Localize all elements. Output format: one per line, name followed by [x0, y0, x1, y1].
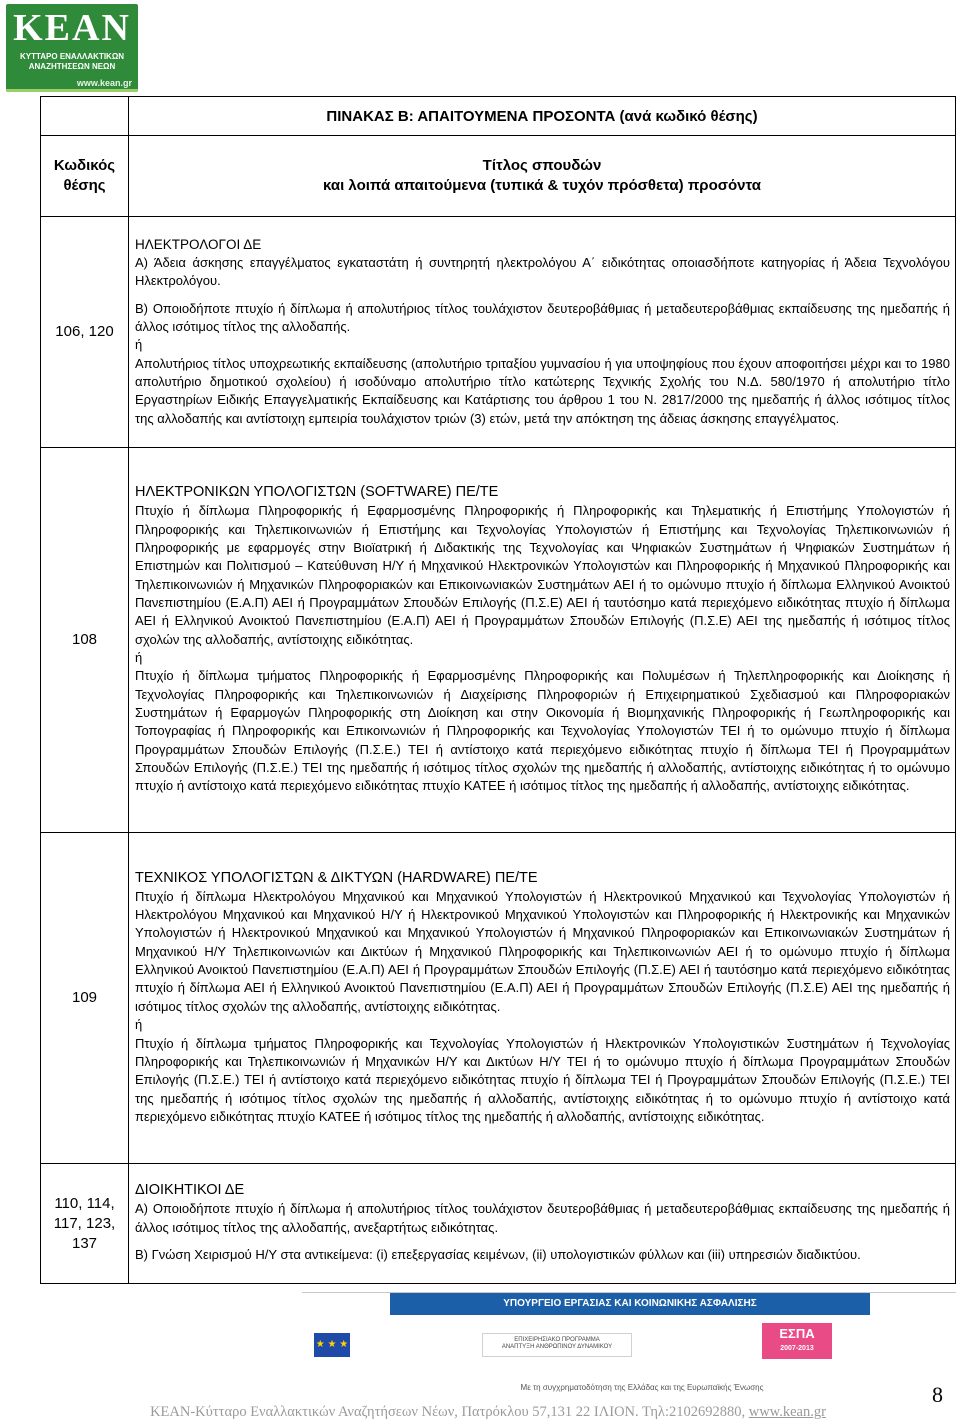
programme-line1: ΕΠΙΧΕΙΡΗΣΙΑΚΟ ΠΡΟΓΡΑΜΜΑ	[514, 1337, 600, 1343]
table-row	[41, 448, 956, 833]
category-title: ΤΕΧΝΙΚΟΣ ΥΠΟΛΟΓΙΣΤΩΝ & ΔΙΚΤΥΩΝ (HARDWARE) ΠΕ/ΤΕ	[135, 869, 538, 886]
table-row	[41, 217, 956, 448]
requirements-table	[40, 96, 956, 1284]
header-desc-line1: Τίτλος σπουδών	[482, 157, 602, 174]
header-code	[41, 136, 129, 217]
requirement-paragraph: Πτυχίο ή δίπλωμα τμήματος Πληροφορικής και Τεχνολογίας Υπολογιστών ή Ηλεκτρονικών Υπολογιστικών Συστημάτων ή Τεχνολογίας Πληροφορικής και Τηλεπικοινωνιών ή Μηχανικών Η/Υ και Δικτύων Η/Υ ΤΕΙ ή το ομώνυμο πτυχίο ή δίπλωμα Προγραμμάτων Σπουδών Επιλογής (Π.Σ.Ε.) ΤΕΙ ή αντίστοιχο κατά περιεχόμενο ειδικότητας πτυχίο ή δίπλωμα ΤΕΙ ή Προγραμμάτων Σπουδών Επιλογής (Π.Σ.Ε.) ΤΕΙ της ημεδαπής ή ισότιμος τίτλος σχολών της ημεδαπής ή αλλοδαπής, αντίστοιχης ειδικότητας ή το ομώνυμο πτυχίο ή αντίστοιχο κατά περιεχόμενο ειδικότητας πτυχίο ΚΑΤΕΕ ή ισότιμος τίτλος της ημεδαπής ή αλλοδαπής, αντίστοιχης ειδικότητας.	[135, 1035, 950, 1124]
category-title: ΗΛΕΚΤΡΟΝΙΚΩΝ ΥΠΟΛΟΓΙΣΤΩΝ (SOFTWARE) ΠΕ/ΤΕ	[135, 484, 499, 501]
requirement-paragraph: ή	[135, 337, 143, 353]
ministry-banner: ΥΠΟΥΡΓΕΙΟ ΕΡΓΑΣΙΑΣ ΚΑΙ ΚΟΙΝΩΝΙΚΗΣ ΑΣΦΑΛΙΣΗΣ	[390, 1293, 870, 1315]
footer-text: KEAN-Κύτταρο Εναλλακτικών Αναζητήσεων Νέων, Πατρόκλου 57,131 22 ΙΛΙΟΝ. Τηλ:2102692880,	[150, 1404, 749, 1420]
category-title: ΔΙΟΙΚΗΤΙΚΟΙ ΔΕ	[135, 1182, 245, 1199]
kean-logo	[6, 4, 138, 92]
requirement-paragraph: Α) Οποιοδήποτε πτυχίο ή δίπλωμα ή απολυτήριος τίτλος τουλάχιστον δευτεροβάθμιας ή μεταδευτεροβάθμιας εκπαίδευσης της ημεδαπής ή άλλος ισότιμος τίτλος της αλλοδαπής, ανεξαρτήτως ειδικότητας.	[135, 1201, 950, 1235]
header-code-line2: θέσης	[63, 177, 106, 194]
logo-subtitle-line1: ΚΥΤΤΑΡΟ ΕΝΑΛΛΑΚΤΙΚΩΝ	[19, 52, 125, 61]
requirement-paragraph: Α) Άδεια άσκησης επαγγέλματος εγκαταστάτη ή συντηρητή ηλεκτρολόγου Α΄ ειδικότητας οποιασδήποτε κατηγορίας ή Άδεια Τεχνολόγου Ηλεκτρολόγου.	[135, 254, 950, 289]
requirement-paragraph: Πτυχίο ή δίπλωμα τμήματος Πληροφορικής ή Εφαρμοσμένης Πληροφορικής και Πολυμέσων ή Τηλεπληροφορικής και Διοίκησης ή Τεχνολογίας Πληροφορικής και Τηλεπικοινωνιών ή Διαχείρισης Πληροφοριών ή Επιχειρηματικού Σχεδιασμού και Πληροφοριακών Συστημάτων ή Εφαρμογών Πληροφορικής στη Διοίκηση και στην Οικονομία ή Βιομηχανικής Πληροφορικής ή Γεωπληροφορικής και Τοπογραφίας ή Πληροφορικής και Επικοινωνιών ή Πληροφορικής και Τεχνολογίας Υπολογιστών ΤΕΙ ή το ομώνυμο πτυχίο ή δίπλωμα Προγραμμάτων Σπουδών Επιλογής (Π.Σ.Ε.) ΤΕΙ ή αντίστοιχο κατά περιεχόμενο ειδικότητας πτυχίο ή δίπλωμα ΤΕΙ ή Προγραμμάτων Σπουδών Επιλογής (Π.Σ.Ε.) ΤΕΙ της ημεδαπής ή ισότιμος τίτλος σχολών της ημεδαπής ή αλλοδαπής, αντίστοιχης ειδικότητας ή το ομώνυμο πτυχίο ή αντίστοιχο κατά περιεχόμενο ειδικότητας πτυχίο ΚΑΤΕΕ ή ισότιμος τίτλος της ημεδαπής ή αλλοδαπής, αντίστοιχης ειδικότητας.	[135, 668, 950, 794]
table-row	[41, 1164, 956, 1284]
table-title-row	[41, 97, 956, 136]
footer-link[interactable]: www.kean.gr	[748, 1404, 826, 1420]
page-footer	[48, 1404, 928, 1421]
logo-subtitle-line2: ΑΝΑΖΗΤΗΣΕΩΝ ΝΕΩΝ	[28, 62, 116, 71]
logo-accent-bar	[6, 89, 138, 92]
requirement-paragraph: ή	[135, 650, 143, 665]
position-requirements	[129, 217, 956, 448]
position-code: 106, 120	[41, 217, 129, 448]
espa-years: 2007-2013	[780, 1345, 814, 1352]
requirement-paragraph: Απολυτήριος τίτλος υποχρεωτικής εκπαίδευσης (απολυτήριο τριταξίου γυμνασίου ή για υποψηφίους που έχουν αποφοιτήσει μέχρι και το 1980 απολυτήριο δημοτικού σχολείου) ή ισοδύναμο απολυτήριο τίτλο κατώτερης Τεχνικής Σχολής του Ν.Δ. 580/1970 ή απολυτήριο τίτλο Εργαστηρίων Ειδικής Επαγγελματικής Εκπαίδευσης και Κατάρτισης του άρθρου 1 του Ν. 2817/2000 της ημεδαπής ή άλλος ισότιμος τίτλος της αλλοδαπής και αντίστοιχη εμπειρία τουλάχιστον τριών (3) ετών, μετά την απόκτηση της άδειας άσκησης επαγγέλματος.	[135, 355, 950, 426]
position-code: 109	[41, 833, 129, 1164]
position-requirements	[129, 1164, 956, 1284]
table-header-row	[41, 136, 956, 217]
requirement-paragraph: Β) Γνώση Χειρισμού Η/Υ στα αντικείμενα: (i) επεξεργασίας κειμένων, (ii) υπολογιστικών φύλλων και (iii) υπηρεσιών διαδικτύου.	[135, 1247, 861, 1263]
table-title: ΠΙΝΑΚΑΣ Β: ΑΠΑΙΤΟΥΜΕΝΑ ΠΡΟΣΟΝΤΑ (ανά κωδικό θέσης)	[129, 97, 956, 136]
requirement-paragraph: Β) Οποιοδήποτε πτυχίο ή δίπλωμα ή απολυτήριος τίτλος τουλάχιστον δευτεροβάθμιας ή μεταδευτεροβάθμιας εκπαίδευσης της ημεδαπής ή άλλος ισότιμος τίτλος της αλλοδαπής.	[135, 300, 950, 334]
programme-line2: ΑΝΑΠΤΥΞΗ ΑΝΘΡΩΠΙΝΟΥ ΔΥΝΑΜΙΚΟΥ	[501, 1344, 613, 1350]
logo-url: www.kean.gr	[76, 78, 132, 88]
header-code-line1: Κωδικός	[53, 157, 116, 174]
category-title: ΗΛΕΚΤΡΟΛΟΓΟΙ ΔΕ	[135, 236, 262, 252]
eu-flag-icon: ★ ★ ★	[314, 1333, 350, 1357]
cofunding-note: Με τη συγχρηματοδότηση της Ελλάδας και της Ευρωπαϊκής Ένωσης	[520, 1383, 764, 1392]
position-requirements	[129, 448, 956, 833]
position-requirements	[129, 833, 956, 1164]
table-row	[41, 833, 956, 1164]
position-code: 110, 114, 117, 123, 137	[41, 1164, 129, 1284]
programme-logo	[482, 1333, 632, 1357]
logo-subtitle	[6, 52, 138, 72]
logo-name: KEAN	[13, 7, 131, 49]
espa-logo	[762, 1323, 832, 1359]
page-number: 8	[932, 1382, 943, 1407]
header-description	[129, 136, 956, 217]
requirement-paragraph: Πτυχίο ή δίπλωμα Πληροφορικής ή Εφαρμοσμένης Πληροφορικής ή Πληροφορικής και Τηλεματικής ή Επιστήμης Υπολογιστών ή Πληροφορικής και Τηλεπικοινωνιών ή Επιστήμης και Τεχνολογίας Υπολογιστών ή Επιστήμης και Τεχνολογίας Τηλεπικοινωνιών ή Πληροφορικής με εφαρμογές στην Βιοϊατρική ή Διδακτικής της Τεχνολογίας και Ψηφιακών Συστημάτων ή Ψηφιακών Συστημάτων ή Επιστημών και Πολιτισμού – Κατεύθυνση Η/Υ ή Μηχανικού Ηλεκτρονικών Υπολογιστών και Πληροφορικής ή Μηχανικού Πληροφορικής και Τηλεπικοινωνιών ή Μηχανικών Πληροφοριακών και Επικοινωνιακών Συστημάτων ΑΕΙ ή το ομώνυμο πτυχίο ή δίπλωμα Ελληνικού Ανοικτού Πανεπιστημίου (Ε.Α.Π) ΑΕΙ ή Προγραμμάτων Σπουδών Επιλογής (Π.Σ.Ε) ΑΕΙ ή ταυτόσημο κατά περιεχόμενο ειδικότητας πτυχίο ή δίπλωμα ΑΕΙ ή Ελληνικού Ανοικτού Πανεπιστημίου (Ε.Α.Π) ΑΕΙ ή Προγραμμάτων Σπουδών Επιλογής (Π.Σ.Ε) ΑΕΙ της ημεδαπής ή ισότιμος τίτλος σχολών της αλλοδαπής, αντίστοιχης ειδικότητας.	[135, 503, 950, 647]
funding-logos-band	[302, 1292, 956, 1403]
position-code: 108	[41, 448, 129, 833]
espa-name: ΕΣΠΑ	[779, 1326, 815, 1341]
header-desc-line2: και λοιπά απαιτούμενα (τυπικά & τυχόν πρόσθετα) προσόντα	[322, 177, 762, 194]
requirement-paragraph: ή	[135, 1017, 143, 1033]
requirement-paragraph: Πτυχίο ή δίπλωμα Ηλεκτρολόγου Μηχανικού και Μηχανικού Υπολογιστών ή Ηλεκτρονικού Μηχανικού και Τεχνολογίας Υπολογιστών ή Ηλεκτρολόγου Μηχανικού και Μηχανικού Η/Υ ή Ηλεκτρονικού Μηχανικού Υπολογιστών και Πληροφορικής ή Ηλεκτρονικής και Μηχανικών Υπολογιστών ή Ηλεκτρονικού Μηχανικού και Μηχανικού Υπολογιστών ή Μηχανικού Πληροφοριακών και Επικοινωνιακών Συστημάτων ή Μηχανικού Η/Υ Τηλεπικοινωνιών και Δικτύων ή Μηχανικού Πληροφορικής και Τηλεπικοινωνιών ΑΕΙ ή το ομώνυμο πτυχίο ή δίπλωμα Ελληνικού Ανοικτού Πανεπιστημίου (Ε.Α.Π) ΑΕΙ ή Προγραμμάτων Σπουδών Επιλογής (Π.Σ.Ε) ΑΕΙ ή ταυτόσημο κατά περιεχόμενο ειδικότητας πτυχίο ή δίπλωμα ΑΕΙ ή Ελληνικού Ανοικτού Πανεπιστημίου (Ε.Α.Π) ΑΕΙ ή Προγραμμάτων Σπουδών Επιλογής (Π.Σ.Ε) ΑΕΙ της ημεδαπής ή ισότιμος τίτλος σχολών της αλλοδαπής, αντίστοιχης ειδικότητας.	[135, 888, 950, 1014]
